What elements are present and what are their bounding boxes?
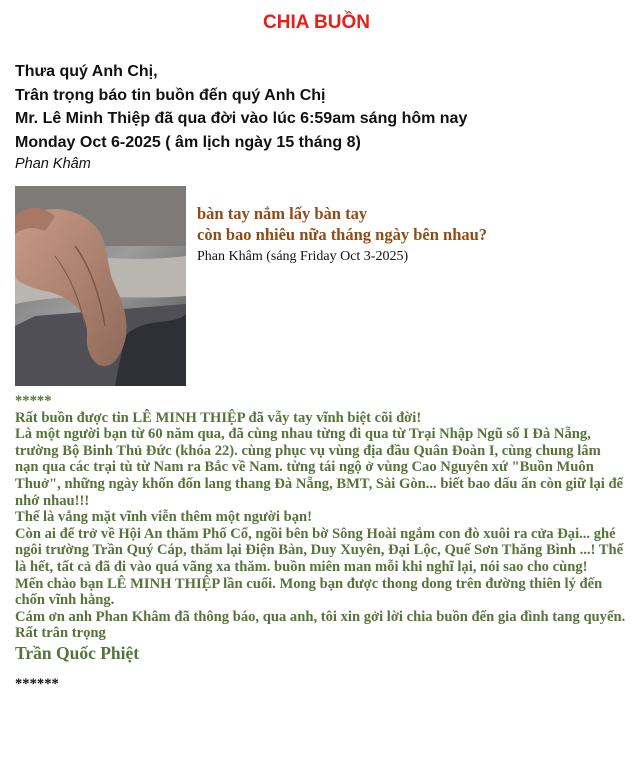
separator-stars: ****** [15, 675, 59, 692]
notice-signature: Phan Khâm [15, 156, 91, 172]
poem-credit: Phan Khâm (sáng Friday Oct 3-2025) [197, 249, 409, 264]
letter-paragraph: Thế là vắng mặt vĩnh viễn thêm một người bạn! [15, 509, 312, 526]
separator-stars: ***** [15, 393, 52, 409]
letter-signature: Trần Quốc Phiệt [15, 642, 140, 663]
death-notice [15, 60, 625, 175]
hands-photo [15, 186, 186, 386]
letter-closing: Rất trân trọng [15, 625, 106, 642]
letter-paragraph: Còn ai để trở về Hội An thăm Phố Cổ, ngồi bên bờ Sông Hoài ngắm con đò xuôi ra cửa Đại... ghé ngôi trường Trần Quý Cáp, thăm lại Điện Bàn, Duy Xuyên, Đại Lộc, Quế Sơn Thăng Bình ...! Thế là hết, tất cả đã đi vào quá vãng xa thăm. buồn miên man mỗi khi nghĩ lại, nói sao cho cùng! [15, 525, 624, 575]
letter-paragraph: Rất buồn được tin LÊ MINH THIỆP đã vẫy tay vĩnh biệt cõi đời! [15, 409, 422, 426]
poem-block [197, 203, 617, 267]
letter-paragraph: Mến chào bạn LÊ MINH THIỆP lần cuối. Mong bạn được thong dong trên đường thiên lý đến chốn vĩnh hằng. [15, 575, 603, 609]
notice-line: Thưa quý Anh Chị, [15, 63, 158, 80]
poem-line: còn bao nhiêu nữa tháng ngày bên nhau? [197, 225, 488, 244]
page-title: CHIA BUỒN [263, 12, 370, 33]
notice-line: Trân trọng báo tin buồn đến quý Anh Chị [15, 86, 326, 104]
hands-photo-image [15, 186, 186, 386]
poem-line: bàn tay nắm lấy bàn tay [197, 204, 368, 223]
notice-line: Mr. Lê Minh Thiệp đã qua đời vào lúc 6:59am sáng hôm nay [15, 110, 468, 127]
letter-paragraph: Cám ơn anh Phan Khâm đã thông báo, qua anh, tôi xin gởi lời chia buồn đến gia đình tang quyến. [15, 608, 626, 625]
condolence-letter [15, 393, 627, 693]
letter-paragraph: Là một người bạn từ 60 năm qua, đã cùng nhau từng đi qua từ Trại Nhập Ngũ số I Đà Nẵng, trường Bộ Binh Thủ Đức (khóa 22). cùng phục vụ vùng địa đầu Quân Đoàn I, cùng chung lâm nạn qua các trại tù từ Nam ra Bắc về Nam. từng tái ngộ ở vùng Cao Nguyên xứ "Buồn Muôn Thuở", những ngày khốn đốn lang thang Đà Nẵng, BMT, Sài Gòn... biết bao dấu ấn còn giữ lại để nhớ nhau!!! [15, 426, 624, 509]
notice-line: Monday Oct 6-2025 ( âm lịch ngày 15 tháng 8) [15, 133, 361, 151]
